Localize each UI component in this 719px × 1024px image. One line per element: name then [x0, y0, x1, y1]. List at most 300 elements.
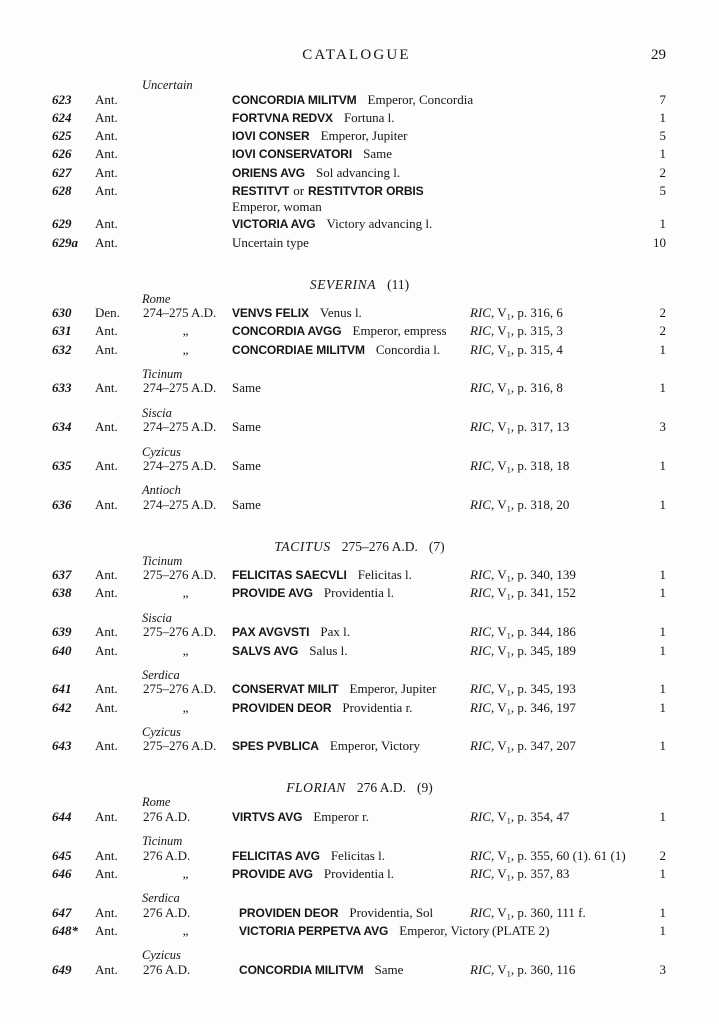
specimen-count: 1 [659, 109, 666, 125]
mint-name: Serdica [142, 667, 180, 682]
specimen-count: 3 [659, 419, 666, 435]
coin-type: Ant. [95, 419, 118, 435]
specimen-count: 1 [659, 341, 666, 357]
description-text: Emperor r. [313, 808, 369, 824]
entry-row [0, 305, 719, 323]
ric-reference [470, 681, 576, 701]
mint-name: Serdica [142, 891, 180, 906]
coin-type: Ant. [95, 234, 118, 250]
legend-text: CONCORDIA MILITVM [239, 962, 364, 977]
mint-line [0, 724, 719, 739]
catalogue-body [0, 80, 719, 980]
entry-row [0, 848, 719, 866]
ric-volume: , V [490, 567, 507, 583]
ruler-name: SEVERINA [309, 276, 377, 292]
ric-volume-sub: 1 [506, 425, 511, 436]
legend-text: IOVI CONSER [232, 129, 310, 144]
specimen-count: 5 [659, 128, 666, 144]
coin-type: Ant. [95, 146, 118, 162]
ruler-dates: 275–276 A.D. [341, 538, 418, 554]
ric-label: RIC [470, 904, 491, 920]
ric-page: , p. 354, 47 [510, 808, 570, 824]
ric-reference [470, 305, 563, 325]
ric-label: RIC [470, 865, 491, 881]
ric-reference [470, 905, 586, 925]
entry-row [0, 92, 719, 110]
ric-volume-sub: 1 [506, 872, 511, 883]
entry-number: 629 [52, 216, 72, 232]
coin-type: Ant. [95, 681, 118, 697]
entry-date: 274–275 A.D. [143, 419, 217, 435]
entry-number: 626 [52, 146, 72, 162]
description-text: Emperor, Concordia [367, 91, 474, 107]
coin-type: Ant. [95, 865, 118, 881]
coin-type: Ant. [95, 699, 118, 715]
entry-row [0, 183, 719, 217]
ric-reference [470, 323, 563, 343]
coin-type: Ant. [95, 182, 118, 198]
entry-date: 276 A.D. [143, 847, 191, 863]
mint-name: Antioch [142, 483, 181, 498]
entry-number: 641 [52, 681, 72, 697]
coin-type: Ant. [95, 961, 118, 977]
entry-number: 630 [52, 305, 72, 321]
specimen-count: 1 [659, 904, 666, 920]
entry-row [0, 962, 719, 980]
coin-type: Ant. [95, 128, 118, 144]
page-number: 29 [651, 47, 666, 63]
ric-label: RIC [470, 341, 491, 357]
legend-or-word: or [293, 182, 305, 198]
mint-line [0, 444, 719, 459]
ric-reference [470, 738, 576, 758]
ric-volume-sub: 1 [506, 911, 511, 922]
coin-type: Ant. [95, 341, 118, 357]
ric-reference [470, 585, 576, 605]
description-text: Pax l. [320, 624, 350, 640]
ric-reference [470, 643, 576, 663]
entry-row [0, 567, 719, 585]
coin-type: Ant. [95, 922, 118, 938]
entry-number: 637 [52, 567, 72, 583]
ric-label: RIC [470, 380, 491, 396]
entry-number: 627 [52, 164, 72, 180]
coin-type: Den. [95, 305, 120, 321]
ric-volume: , V [490, 624, 507, 640]
entry-date: 274–275 A.D. [143, 380, 217, 396]
entry-row [0, 323, 719, 341]
description-text: Emperor, Jupiter [320, 128, 408, 144]
ric-page: , p. 341, 152 [510, 585, 576, 601]
legend-text: PAX AVGVSTI [232, 625, 310, 640]
legend-text: SPES PVBLICA [232, 739, 319, 754]
ruler-dates: 276 A.D. [356, 780, 407, 796]
ric-reference [470, 497, 569, 517]
specimen-count: 7 [659, 91, 666, 107]
entry-number: 632 [52, 341, 72, 357]
legend-text: FORTVNA REDVX [232, 110, 333, 125]
ric-page: , p. 340, 139 [510, 567, 576, 583]
ditto-mark: „ [182, 922, 190, 938]
specimen-count: 1 [659, 681, 666, 697]
entry-date: 276 A.D. [143, 961, 191, 977]
legend-text: PROVIDE AVG [232, 866, 313, 881]
mint-name: Siscia [142, 610, 172, 625]
ric-volume-sub: 1 [506, 348, 511, 359]
specimen-count: 2 [659, 164, 666, 180]
entry-date: 275–276 A.D. [143, 624, 217, 640]
ric-reference [470, 700, 576, 720]
page-title: CATALOGUE [302, 47, 411, 63]
ric-page: , p. 357, 83 [510, 865, 570, 881]
legend-text: CONCORDIA MILITVM [232, 92, 357, 107]
description-text: Sol advancing l. [316, 164, 401, 180]
legend-text: PROVIDEN DEOR [239, 905, 339, 920]
coin-type: Ant. [95, 624, 118, 640]
entry-number: 635 [52, 458, 72, 474]
specimen-count: 2 [659, 305, 666, 321]
ric-volume: , V [490, 808, 507, 824]
mint-name: Rome [142, 795, 171, 810]
specimen-count: 1 [659, 146, 666, 162]
entry-number: 628 [52, 182, 72, 198]
specimen-count: 1 [659, 380, 666, 396]
entry-row [0, 380, 719, 398]
ric-reference [470, 923, 549, 938]
description-text: Same [232, 419, 261, 435]
ric-page: , p. 316, 6 [510, 305, 563, 321]
specimen-count: 1 [659, 699, 666, 715]
mint-line [0, 366, 719, 381]
legend-text: CONCORDIA AVGG [232, 324, 342, 339]
ric-label: RIC [470, 961, 491, 977]
entry-date: 274–275 A.D. [143, 305, 217, 321]
entry-number: 649 [52, 961, 72, 977]
entry-date: 274–275 A.D. [143, 458, 217, 474]
entry-number: 636 [52, 496, 72, 512]
ric-label: RIC [470, 681, 491, 697]
ric-label: RIC [470, 323, 491, 339]
description-text: Fortuna l. [343, 109, 395, 125]
ric-volume-sub: 1 [506, 329, 511, 340]
mint-name: Ticinum [142, 366, 183, 381]
entry-row [0, 643, 719, 661]
ric-page: , p. 345, 189 [510, 642, 576, 658]
ric-label: RIC [470, 642, 491, 658]
description-text: Same [232, 380, 261, 396]
ric-volume-sub: 1 [506, 968, 511, 979]
ric-reference [470, 624, 576, 644]
mint-name: Uncertain [142, 78, 193, 92]
specimen-count: 1 [659, 865, 666, 881]
ric-volume-sub: 1 [506, 630, 511, 641]
specimen-count: 1 [659, 216, 666, 232]
mint-name: Cyzicus [142, 724, 181, 739]
section-entry-count: (9) [417, 780, 433, 796]
specimen-count: 1 [659, 567, 666, 583]
ruler-name: FLORIAN [286, 780, 346, 796]
specimen-count: 5 [659, 182, 666, 198]
specimen-count: 10 [653, 234, 666, 250]
description-text: Same [232, 458, 261, 474]
ric-reference [470, 419, 569, 439]
description-text: Concordia l. [375, 341, 441, 357]
ric-reference [470, 567, 576, 587]
ric-volume: , V [490, 323, 507, 339]
mint-name: Ticinum [142, 834, 183, 849]
entry-number: 638 [52, 585, 72, 601]
ditto-mark: „ [182, 865, 190, 881]
description-text: Felicitas l. [330, 847, 385, 863]
specimen-count: 2 [659, 323, 666, 339]
mint-line [0, 667, 719, 682]
description-text: Uncertain type [232, 234, 309, 250]
ric-volume-sub: 1 [506, 706, 511, 717]
mint-line [0, 950, 719, 962]
mint-line [0, 291, 719, 306]
entry-number: 642 [52, 699, 72, 715]
specimen-count: 2 [659, 847, 666, 863]
ric-reference [470, 866, 569, 886]
ric-page: , p. 318, 18 [510, 458, 570, 474]
ric-label: RIC [470, 496, 491, 512]
ric-volume-sub: 1 [506, 744, 511, 755]
ric-page: , p. 315, 4 [510, 341, 563, 357]
plate-reference: (PLATE 2) [492, 922, 550, 938]
mint-name: Cyzicus [142, 948, 181, 963]
ric-page: , p. 360, 111 f. [510, 904, 586, 920]
entry-row [0, 458, 719, 476]
entry-row [0, 624, 719, 642]
entry-number: 631 [52, 323, 72, 339]
ric-page: , p. 360, 116 [510, 961, 576, 977]
ric-volume: , V [490, 419, 507, 435]
ric-volume-sub: 1 [506, 311, 511, 322]
description-text: Same [374, 961, 404, 977]
mint-line [0, 553, 719, 568]
legend-text: VENVS FELIX [232, 306, 309, 321]
description-text: Same [232, 496, 261, 512]
entry-date: 276 A.D. [143, 904, 191, 920]
specimen-count: 1 [659, 738, 666, 754]
specimen-count: 1 [659, 642, 666, 658]
legend-text: PROVIDE AVG [232, 586, 313, 601]
description-text: Emperor, Victory [399, 922, 490, 938]
ric-reference [470, 342, 563, 362]
mint-line [0, 797, 719, 809]
mint-line [0, 80, 719, 92]
page-header [0, 47, 719, 63]
description-line2: Emperor, woman [232, 198, 322, 214]
entry-number: 645 [52, 847, 72, 863]
entry-date: 275–276 A.D. [143, 567, 217, 583]
ric-reference [470, 458, 569, 478]
description-text: Emperor, Jupiter [349, 681, 437, 697]
entry-date: 274–275 A.D. [143, 496, 217, 512]
entry-number: 633 [52, 380, 72, 396]
ric-label: RIC [470, 808, 491, 824]
coin-type: Ant. [95, 380, 118, 396]
legend-text: VICTORIA AVG [232, 217, 316, 232]
ric-page: , p. 316, 8 [510, 380, 563, 396]
description-text: Emperor, empress [352, 323, 447, 339]
description-text: Salus l. [309, 642, 348, 658]
ric-label: RIC [470, 419, 491, 435]
entry-row [0, 419, 719, 437]
ditto-mark: „ [182, 642, 190, 658]
entry-number: 647 [52, 904, 72, 920]
legend-text: IOVI CONSERVATORI [232, 147, 353, 162]
entry-date: 275–276 A.D. [143, 738, 217, 754]
section-entry-count: (11) [387, 276, 410, 292]
ric-label: RIC [470, 567, 491, 583]
ric-volume: , V [490, 961, 507, 977]
legend-text: PROVIDEN DEOR [232, 700, 332, 715]
mint-name: Ticinum [142, 553, 183, 568]
specimen-count: 1 [659, 585, 666, 601]
coin-type: Ant. [95, 496, 118, 512]
ric-label: RIC [470, 699, 491, 715]
coin-type: Ant. [95, 323, 118, 339]
entry-row [0, 738, 719, 756]
ric-volume-sub: 1 [506, 649, 511, 660]
ric-page: , p. 344, 186 [510, 624, 576, 640]
ric-page: , p. 346, 197 [510, 699, 576, 715]
ric-volume-sub: 1 [506, 464, 511, 475]
legend-text: FELICITAS AVG [232, 848, 320, 863]
ric-volume: , V [490, 904, 507, 920]
ric-volume: , V [490, 585, 507, 601]
entry-number: 646 [52, 865, 72, 881]
ric-volume-sub: 1 [506, 854, 511, 865]
ric-label: RIC [470, 738, 491, 754]
ric-page: , p. 347, 207 [510, 738, 576, 754]
entry-row [0, 216, 719, 234]
legend-text: SALVS AVG [232, 643, 299, 658]
entry-row [0, 110, 719, 128]
ric-volume-sub: 1 [506, 815, 511, 826]
specimen-count: 1 [659, 458, 666, 474]
entry-row [0, 905, 719, 923]
ric-label: RIC [470, 305, 491, 321]
ric-volume: , V [490, 305, 507, 321]
entry-number: 634 [52, 419, 72, 435]
description-text: Providentia r. [342, 699, 413, 715]
coin-type: Ant. [95, 904, 118, 920]
entry-number: 648* [52, 922, 78, 938]
ric-volume-sub: 1 [506, 591, 511, 602]
ric-volume: , V [490, 496, 507, 512]
ric-volume: , V [490, 738, 507, 754]
ric-label: RIC [470, 458, 491, 474]
entry-number: 644 [52, 808, 72, 824]
mint-line [0, 610, 719, 625]
ruler-name: TACITUS [274, 538, 331, 554]
legend-text: CONSERVAT MILIT [232, 682, 339, 697]
specimen-count: 1 [659, 922, 666, 938]
coin-type: Ant. [95, 216, 118, 232]
section-heading [0, 781, 719, 795]
entry-number: 625 [52, 128, 72, 144]
description-text: Venus l. [319, 305, 362, 321]
ric-reference [470, 809, 569, 829]
section-heading [0, 540, 719, 554]
entry-row [0, 128, 719, 146]
coin-type: Ant. [95, 109, 118, 125]
mint-line [0, 836, 719, 848]
entry-row [0, 165, 719, 183]
entry-row [0, 585, 719, 603]
specimen-count: 1 [659, 496, 666, 512]
mint-name: Rome [142, 291, 171, 306]
legend-text: ORIENS AVG [232, 165, 306, 180]
entry-row [0, 235, 719, 253]
ric-volume: , V [490, 380, 507, 396]
description-text: Providentia l. [323, 585, 394, 601]
ric-volume-sub: 1 [506, 573, 511, 584]
specimen-count: 1 [659, 624, 666, 640]
specimen-count: 3 [659, 961, 666, 977]
coin-type: Ant. [95, 808, 118, 824]
coin-type: Ant. [95, 738, 118, 754]
ric-volume: , V [490, 458, 507, 474]
entry-number: 639 [52, 624, 72, 640]
section-heading [0, 278, 719, 292]
coin-type: Ant. [95, 567, 118, 583]
ric-volume-sub: 1 [506, 687, 511, 698]
entry-row [0, 923, 719, 941]
ric-volume: , V [490, 865, 507, 881]
mint-line [0, 893, 719, 905]
ric-volume: , V [490, 642, 507, 658]
description-text: Emperor, Victory [329, 738, 420, 754]
entry-row [0, 681, 719, 699]
coin-type: Ant. [95, 91, 118, 107]
mint-name: Siscia [142, 405, 172, 420]
coin-type: Ant. [95, 585, 118, 601]
description-text: Victory advancing l. [326, 216, 433, 232]
section-entry-count: (7) [428, 538, 445, 554]
ric-label: RIC [470, 847, 491, 863]
description-text: Felicitas l. [357, 567, 412, 583]
ric-label: RIC [470, 624, 491, 640]
mint-line [0, 405, 719, 420]
ric-page: , p. 355, 60 (1). 61 (1) [510, 847, 626, 863]
description-text: Providentia l. [323, 865, 394, 881]
ric-volume: , V [490, 699, 507, 715]
entry-row [0, 700, 719, 718]
entry-number: 623 [52, 91, 72, 107]
ric-volume-sub: 1 [506, 503, 511, 514]
description-text: Same [363, 146, 392, 162]
ric-volume: , V [490, 847, 507, 863]
entry-number: 643 [52, 738, 72, 754]
entry-row [0, 497, 719, 515]
ric-page: , p. 315, 3 [510, 323, 563, 339]
mint-line [0, 485, 719, 497]
legend-text: CONCORDIAE MILITVM [232, 342, 365, 357]
legend-text: VIRTVS AVG [232, 809, 303, 824]
specimen-count: 1 [659, 808, 666, 824]
entry-row [0, 866, 719, 884]
ric-page: , p. 317, 13 [510, 419, 570, 435]
legend-text: VICTORIA PERPETVA AVG [239, 923, 389, 938]
legend-text-b: RESTITVTOR ORBIS [308, 183, 424, 198]
entry-number: 629a [52, 234, 78, 250]
ric-volume: , V [490, 681, 507, 697]
entry-date: 276 A.D. [143, 808, 191, 824]
entry-row [0, 342, 719, 360]
